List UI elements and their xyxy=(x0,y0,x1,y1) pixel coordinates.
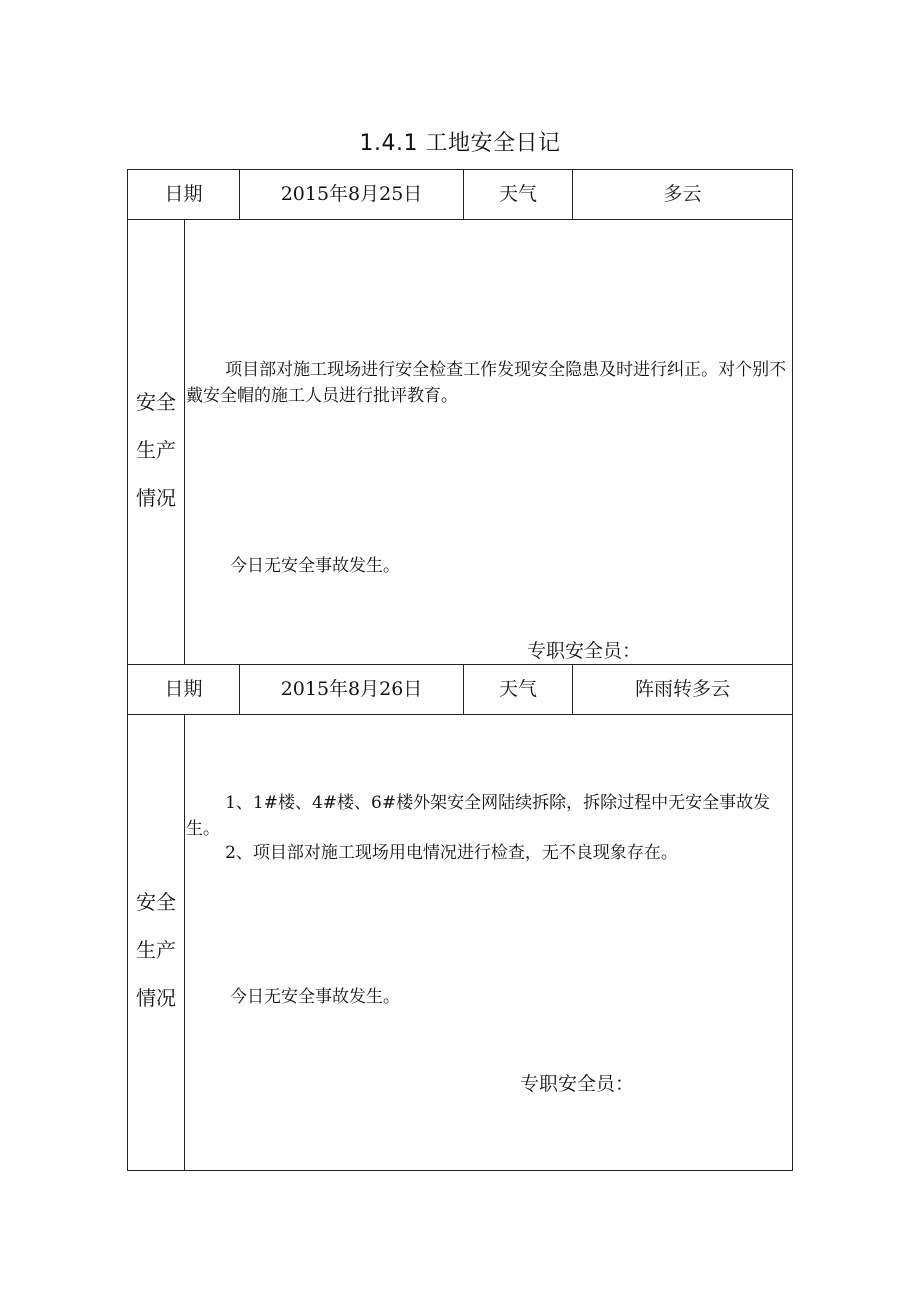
page-title: 1.4.1 工地安全日记 xyxy=(359,131,561,156)
safety-paragraph: 1、1#楼、4#楼、6#楼外架安全网陆续拆除，拆除过程中无安全事故发生。 xyxy=(186,793,771,839)
date-label: 日期 xyxy=(164,183,203,205)
section-label-line: 安全 xyxy=(136,890,176,914)
section-label xyxy=(128,878,184,1022)
weather-value: 多云 xyxy=(663,183,702,205)
table-border xyxy=(127,664,793,665)
table-border xyxy=(127,714,793,715)
safety-paragraph: 2、项目部对施工现场用电情况进行检查，无不良现象存在。 xyxy=(225,843,678,863)
weather-value: 阵雨转多云 xyxy=(634,678,730,700)
safety-officer-signature: 专职安全员： xyxy=(527,640,642,662)
table-border-right xyxy=(792,169,793,1171)
table-border-top xyxy=(127,169,793,170)
weather-label: 天气 xyxy=(498,678,537,700)
weather-label: 天气 xyxy=(498,183,537,205)
section-label-line: 情况 xyxy=(136,486,176,510)
table-border xyxy=(127,219,793,220)
section-label-line: 生产 xyxy=(136,438,176,462)
section-label-line: 情况 xyxy=(136,986,176,1010)
safety-paragraph: 项目部对施工现场进行安全检查工作发现安全隐患及时进行纠正。对个别不戴安全帽的施工人员进行批评教育。 xyxy=(186,360,787,406)
section-label xyxy=(128,378,184,522)
no-accident-text: 今日无安全事故发生。 xyxy=(230,556,400,576)
safety-officer-signature: 专职安全员： xyxy=(520,1073,635,1095)
date-value: 2015年8月25日 xyxy=(280,183,423,205)
date-label: 日期 xyxy=(164,678,203,700)
section-label-line: 生产 xyxy=(136,938,176,962)
date-value: 2015年8月26日 xyxy=(280,678,423,700)
section-label-line: 安全 xyxy=(136,390,176,414)
table-border xyxy=(184,714,185,1170)
no-accident-text: 今日无安全事故发生。 xyxy=(230,987,400,1007)
table-border-bottom xyxy=(127,1170,793,1171)
table-border xyxy=(184,219,185,664)
